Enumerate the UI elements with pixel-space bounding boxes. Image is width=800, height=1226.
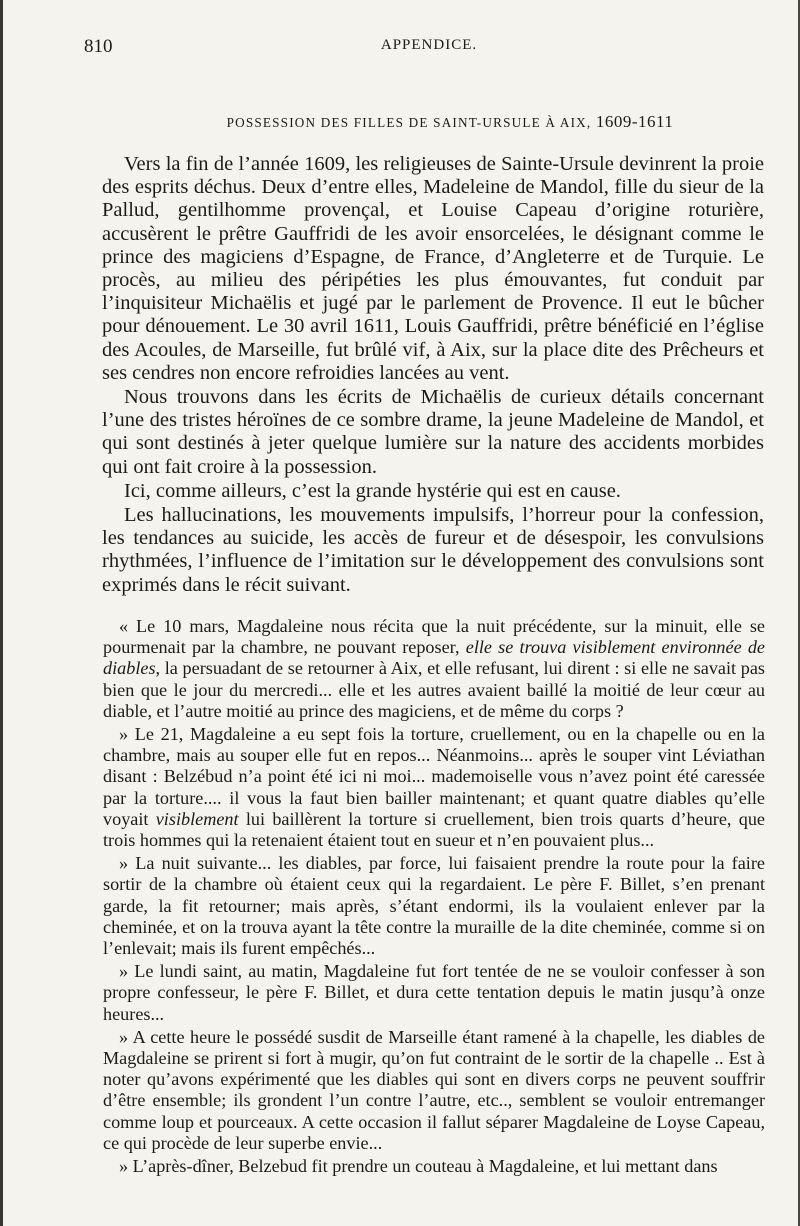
page-left-edge [0,0,3,1226]
quote-text: » Le 21, Magdaleine a eu sept fois la torture, cruellement, ou en la chapelle ou en la chambre, mais au souper elle fut en repos... Néanmoins... après le souper vint Léviathan disant : Belzébud n’a point été ici ni moi... mademoiselle vous n’avez point été caressée par la torture.... il vous la faut bien bailler maintenant; et quant quatre diables qu’elle voyait [103,724,765,829]
quote-paragraph [103,1156,765,1177]
quote-text: » La nuit suivante... les diables, par force, lui faisaient prendre la route pour la faire sortir de la chambre où étaient ceux qui la regardaient. Le père F. Billet, s’en prenant garde, la fit retourner; mais après, s’étant endormi, ils la voulaient enlever par la cheminée, et on la trouva ayant la tête contre la muraille de la dite cheminée, comme si on l’enlevait; mais ils furent empêchés... [103,853,765,959]
quote-paragraph [103,853,765,959]
intro-text [102,153,764,597]
quote-paragraph [103,1027,765,1154]
intro-paragraph: Nous trouvons dans les écrits de Michaëlis de curieux détails concernant l’une des tristes héroïnes de ce sombre drame, la jeune Madeleine de Mandol, et qui sont destinés à jeter quelque lumière sur la nature des accidents morbides qui ont fait croire à la possession. [102,386,764,478]
section-title-text: POSSESSION DES FILLES DE SAINT-URSULE À AIX, [226,115,592,130]
quote-text: » A cette heure le possédé susdit de Marseille étant ramené à la chapelle, les diables de Magdaleine se prirent si fort à mugir, qu’on fut contraint de le sortir de la chapelle .. Est à noter qu’avons expérimenté que les diables qui sont en divers corps ne peuvent souffrir d’être ensemble; ils grondent l’un contre l’autre, etc.., semblent se vouloir entremanger comme loup et pourceaux. A cette occasion il fallut séparer Magdaleine de Loyse Capeau, ce qui procède de leur superbe envie... [103,1026,765,1153]
quote-emphasis: visiblement [155,808,239,829]
quote-paragraph [103,724,765,851]
intro-paragraph: Les hallucinations, les mouvements impulsifs, l’horreur pour la confession, les tendances au suicide, les accès de fureur et de désespoir, les convulsions rhythmées, l’influence de l’imitation sur le développement des convulsions sont exprimés dans le récit suivant. [102,504,764,596]
quote-text: , la persuadant de se retourner à Aix, et elle refusant, lui dirent : si elle ne savait pas bien que le jour du mercredi... elle et les autres avaient baillé la moitié de leur cœur au diable, et l’autre moitié au prince des magiciens, et de même du corps ? [103,658,765,721]
quote-text: lui baillèrent la torture si cruellement, bien trois quarts d’heure, que trois hommes qui la retenaient étaient tout en sueur et n’en pouvaient plus... [103,808,765,851]
quote-paragraph [103,616,765,722]
quoted-account [103,616,765,1177]
section-title-years: 1609-1611 [595,112,674,131]
quote-text: » Le lundi saint, au matin, Magdaleine fut fort tentée de ne se vouloir confesser à son propre confesseur, le père F. Billet, et dura cette tentation depuis le matin jusqu’à onze heures... [103,961,765,1024]
running-head [84,36,774,58]
quote-emphasis: elle se trouva visiblement environnée de diables [103,637,766,679]
running-title: APPENDICE. [380,37,478,53]
quote-paragraph [103,961,765,1025]
page-number: 810 [84,36,113,57]
section-title [120,112,780,132]
quote-text: » L’après-dîner, Belzebud fit prendre un couteau à Magdaleine, et lui mettant dans [119,1156,718,1177]
intro-paragraph: Ici, comme ailleurs, c’est la grande hystérie qui est en cause. [124,479,621,502]
quote-text: « Le 10 mars, Magdaleine nous récita que la nuit précédente, sur la minuit, elle se pourmenait par la chambre, ne pouvant reposer, [103,616,765,658]
intro-paragraph: Vers la fin de l’année 1609, les religieuses de Sainte-Ursule devinrent la proie des esprits déchus. Deux d’entre elles, Madeleine de Mandol, fille du sieur de la Pallud, gentilhomme provençal, et Louise Capeau d’origine roturière, accusèrent le prêtre Gauffridi de les avoir ensorcelées, le désignant comme le prince des magiciens d’Espagne, de France, d’Angleterre et de Turquie. Le procès, au milieu des péripéties les plus émouvantes, fut conduit par l’inquisiteur Michaëlis et jugé par le parlement de Provence. Il eut le bûcher pour dénouement. Le 30 avril 1611, Louis Gauffridi, prêtre bénéficié en l’église des Acoules, de Marseille, fut brûlé vif, à Aix, sur la place dite des Prêcheurs et ses cendres non encore refroidies lancées au vent. [102,153,764,384]
